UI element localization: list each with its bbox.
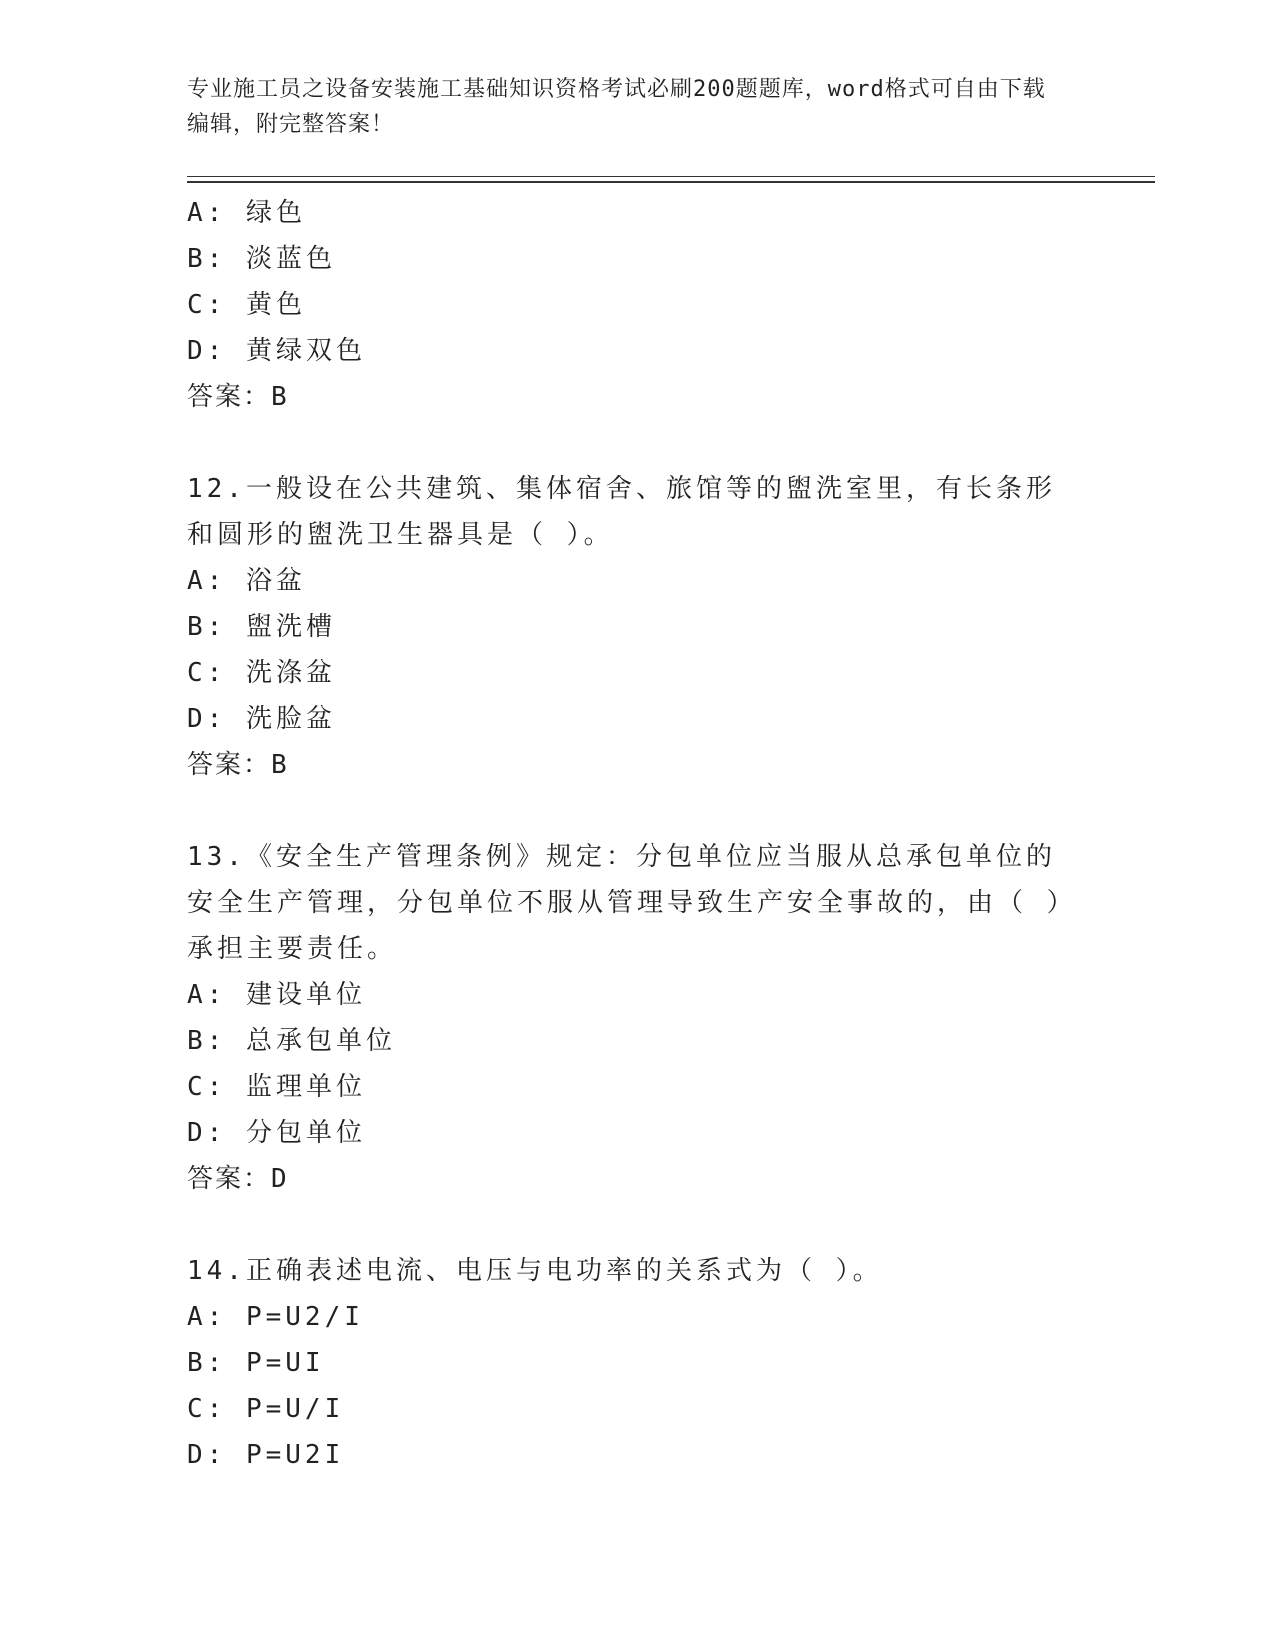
question-block-13: [187, 834, 1087, 1202]
option-c: C: P=U/I: [187, 1394, 345, 1424]
option-c: C: 监理单位: [187, 1072, 366, 1102]
question-text: 14.正确表述电流、电压与电功率的关系式为（ ）。: [187, 1256, 883, 1286]
option-a: A: 浴盆: [187, 566, 306, 596]
option-b: B: 淡蓝色: [187, 244, 336, 274]
option-c: C: 洗涤盆: [187, 658, 336, 688]
option-d: D: P=U2I: [187, 1440, 345, 1470]
question-block-11: [187, 190, 1087, 420]
option-a: A: 建设单位: [187, 980, 366, 1010]
header-divider-thin: [187, 176, 1155, 177]
question-block-14: [187, 1248, 1087, 1478]
answer: 答案：B: [187, 382, 289, 412]
spacer: [187, 420, 1087, 466]
option-d: D: 黄绿双色: [187, 336, 366, 366]
question-list: [187, 190, 1087, 1478]
option-a: A: P=U2/I: [187, 1302, 364, 1332]
option-b: B: P=UI: [187, 1348, 325, 1378]
document-header: [187, 72, 1067, 142]
option-d: D: 分包单位: [187, 1118, 366, 1148]
question-block-12: [187, 466, 1087, 788]
question-text: 12.一般设在公共建筑、集体宿舍、旅馆等的盥洗室里，有长条形和圆形的盥洗卫生器具是（ ）。: [187, 474, 1056, 550]
option-b: B: 总承包单位: [187, 1026, 396, 1056]
option-a: A: 绿色: [187, 198, 306, 228]
spacer: [187, 788, 1087, 834]
option-d: D: 洗脸盆: [187, 704, 336, 734]
header-divider-thick: [187, 181, 1155, 183]
answer: 答案：D: [187, 1164, 289, 1194]
question-text: 13.《安全生产管理条例》规定：分包单位应当服从总承包单位的安全生产管理，分包单位不服从管理导致生产安全事故的，由（ ）承担主要责任。: [187, 842, 1064, 964]
option-c: C: 黄色: [187, 290, 306, 320]
spacer: [187, 1202, 1087, 1248]
document-title: 专业施工员之设备安装施工基础知识资格考试必刷200题题库，word格式可自由下载编辑，附完整答案！: [187, 77, 1046, 137]
option-b: B: 盥洗槽: [187, 612, 336, 642]
answer: 答案：B: [187, 750, 289, 780]
